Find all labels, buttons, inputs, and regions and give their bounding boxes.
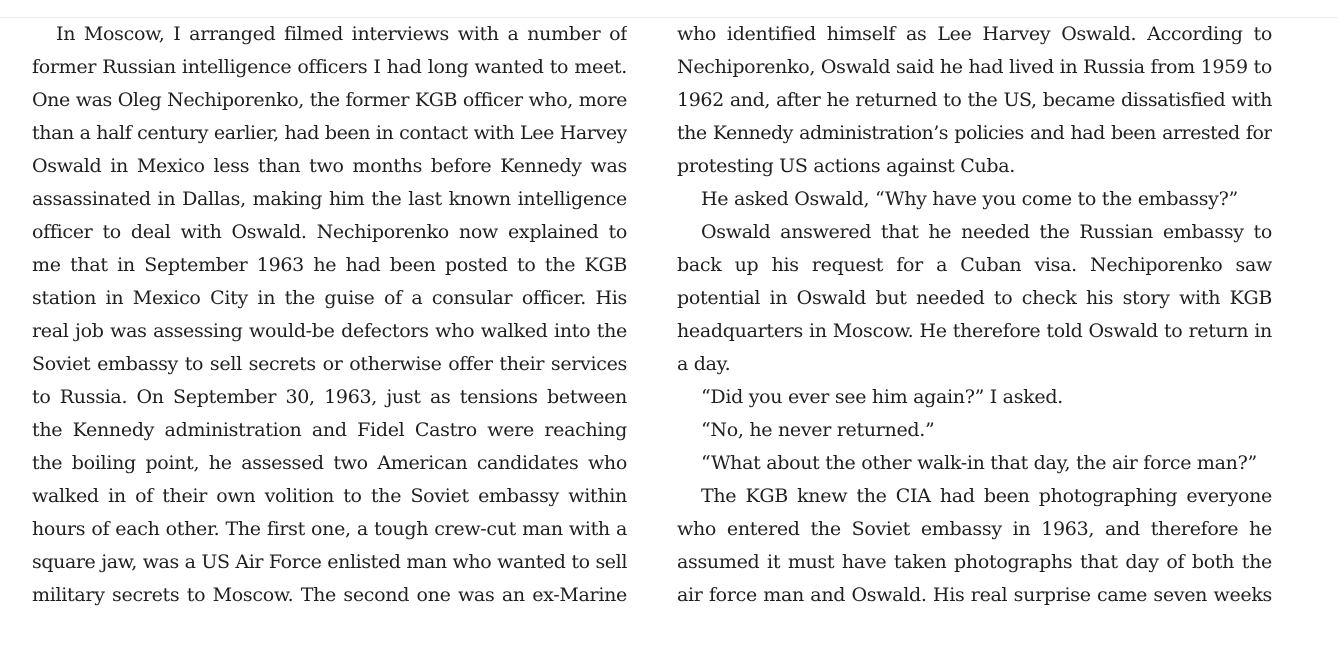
text-line: assassinated in Dallas, making him the last known intelligence [32, 188, 627, 210]
text-line: than a half century earlier, had been in contact with Lee Harvey [32, 122, 627, 144]
text-line: “No, he never returned.” [701, 419, 935, 441]
text-line: walked in of their own volition to the Soviet embassy within [32, 485, 627, 507]
text-line: the boiling point, he assessed two American candidates who [32, 452, 627, 474]
text-line: protesting US actions against Cuba. [677, 155, 1016, 177]
text-line: who entered the Soviet embassy in 1963, and therefore he [677, 518, 1272, 540]
text-line: military secrets to Moscow. The second one was an ex-Marine [32, 584, 627, 606]
text-line: assumed it must have taken photographs that day of both the [677, 551, 1272, 573]
text-line: the Kennedy administration’s policies and had been arrested for [677, 122, 1272, 144]
text-line: Oswald in Mexico less than two months before Kennedy was [32, 155, 627, 177]
text-line: station in Mexico City in the guise of a consular officer. His [32, 287, 627, 309]
text-line: Nechiporenko, Oswald said he had lived in Russia from 1959 to [677, 56, 1272, 78]
text-line: square jaw, was a US Air Force enlisted man who wanted to sell [32, 551, 627, 573]
text-line: to Russia. On September 30, 1963, just as tensions between [32, 386, 627, 408]
text-line: who identified himself as Lee Harvey Oswald. According to [677, 23, 1272, 45]
text-line: He asked Oswald, “Why have you come to the embassy?” [701, 188, 1238, 210]
text-line: One was Oleg Nechiporenko, the former KGB officer who, more [32, 89, 627, 111]
text-line: former Russian intelligence officers I had long wanted to meet. [32, 56, 627, 78]
text-line: The KGB knew the CIA had been photographing everyone [701, 485, 1272, 507]
text-line: back up his request for a Cuban visa. Nechiporenko saw [677, 254, 1272, 276]
right-text-column [677, 18, 1272, 612]
text-line: “Did you ever see him again?” I asked. [701, 386, 1063, 408]
text-line: potential in Oswald but needed to check his story with KGB [677, 287, 1272, 309]
text-line: me that in September 1963 he had been posted to the KGB [32, 254, 627, 276]
text-line: In Moscow, I arranged filmed interviews with a number of [56, 23, 627, 45]
text-line: 1962 and, after he returned to the US, became dissatisfied with [677, 89, 1272, 111]
text-line: Soviet embassy to sell secrets or otherwise offer their services [32, 353, 627, 375]
text-line: officer to deal with Oswald. Nechiporenko now explained to [32, 221, 627, 243]
left-text-column [32, 18, 627, 612]
text-line: air force man and Oswald. His real surprise came seven weeks [677, 584, 1272, 606]
text-line: Oswald answered that he needed the Russian embassy to [701, 221, 1272, 243]
text-line: headquarters in Moscow. He therefore told Oswald to return in [677, 320, 1272, 342]
text-line: “What about the other walk-in that day, the air force man?” [701, 452, 1257, 474]
text-line: the Kennedy administration and Fidel Castro were reaching [32, 419, 627, 441]
text-line: a day. [677, 353, 731, 375]
text-line: real job was assessing would-be defectors who walked into the [32, 320, 627, 342]
text-line: hours of each other. The first one, a tough crew-cut man with a [32, 518, 627, 540]
